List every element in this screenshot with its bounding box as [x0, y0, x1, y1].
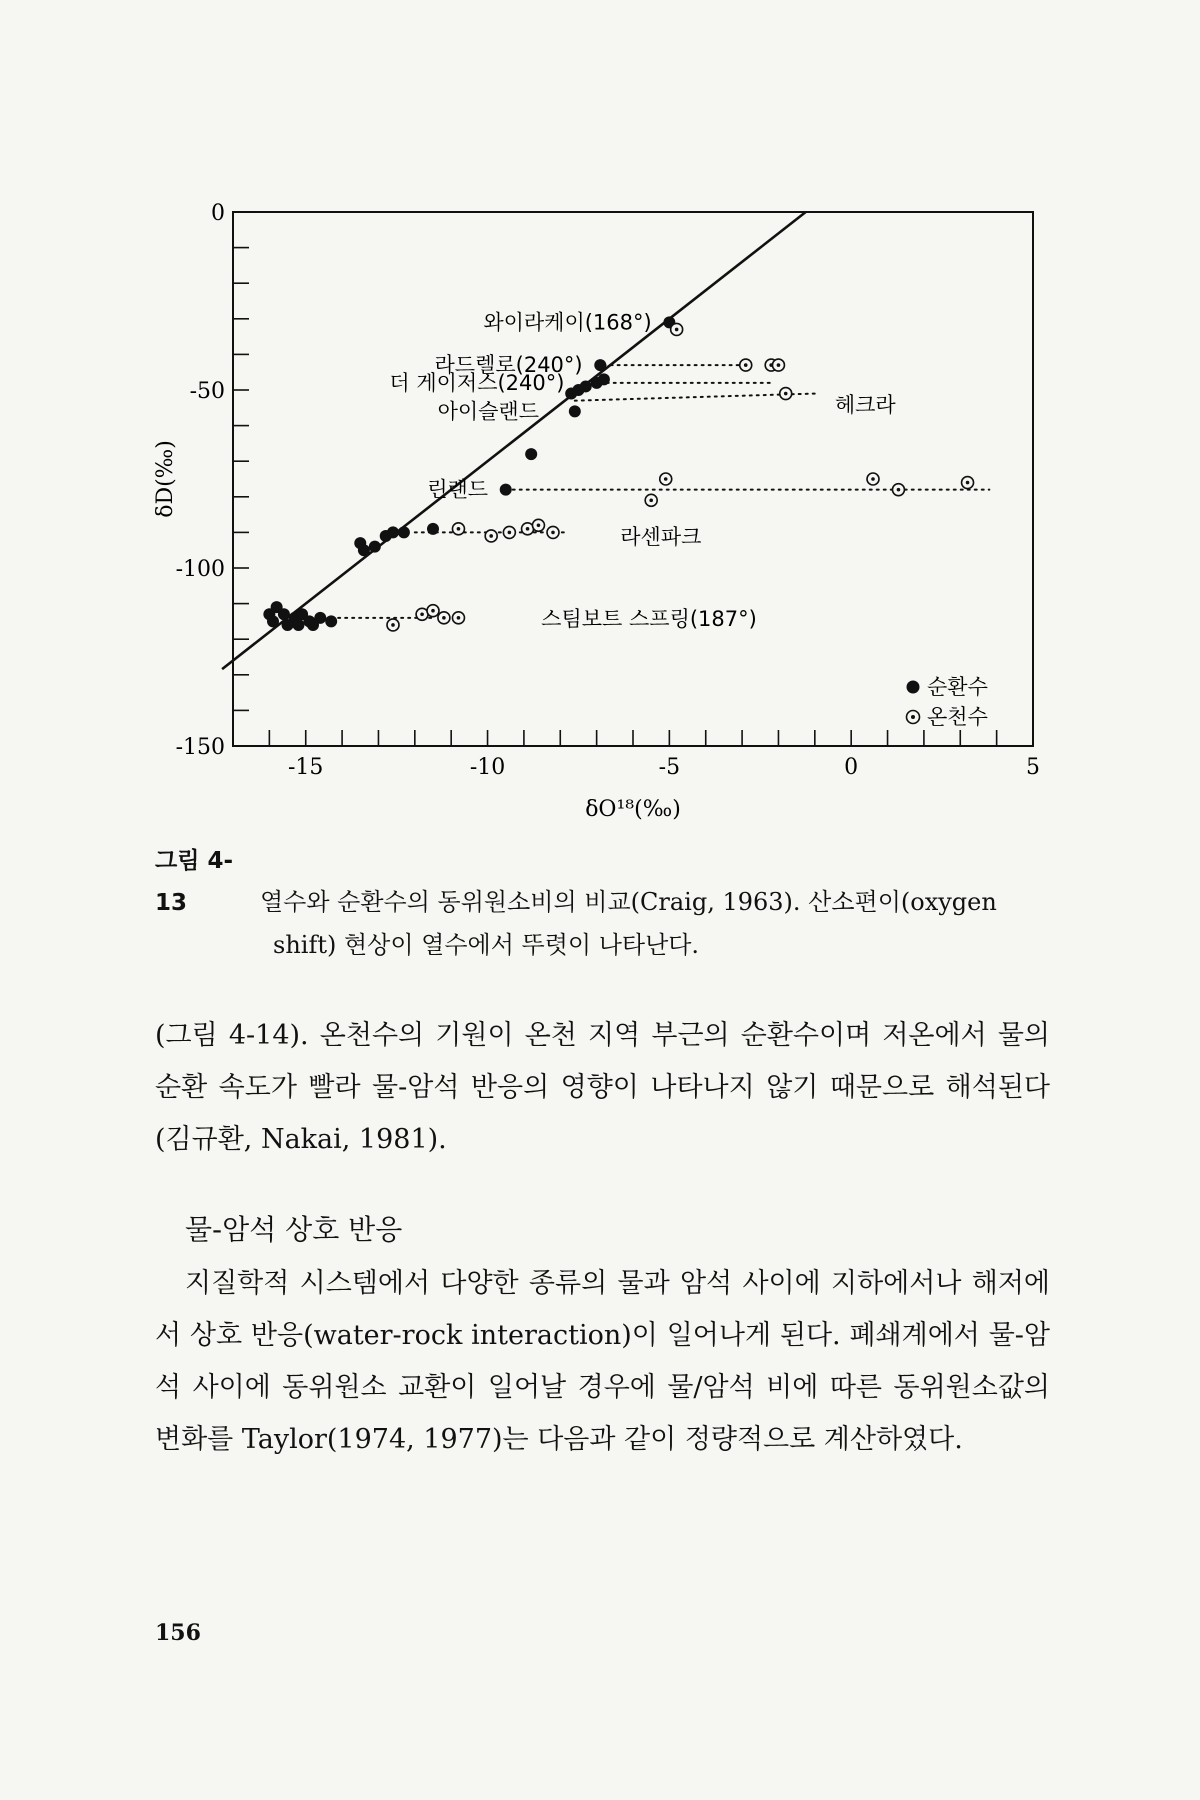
meteoric-water-point [525, 448, 537, 460]
legend-label-hot-spring: 온천수 [927, 705, 988, 729]
paragraph-2: 지질학적 시스템에서 다양한 종류의 물과 암석 사이에 지하에서나 해저에서 상호 반응(water-rock interaction)이 일어나게 된다. 폐쇄계에서 물-암석 사이에 동위원소 교환이 일어날 경우에 물/암석 비에 따른 동위원소값의 변화를 Taylor(1974, 1977)는 다음과 같이 정량적으로 계산하였다. [155, 1268, 1050, 1455]
meteoric-water-point [325, 615, 337, 627]
legend-marker-meteoric [907, 681, 920, 694]
hot-spring-point-center [420, 612, 424, 616]
hot-spring-point-center [537, 523, 541, 527]
legend-label-meteoric: 순환수 [927, 675, 988, 699]
hot-spring-point-center [551, 531, 555, 535]
y-tick-label: 0 [211, 201, 225, 226]
meteoric-water-point [500, 484, 512, 496]
annotation-label: 와이라케이(168°) [483, 310, 652, 335]
x-tick-label: -10 [469, 755, 506, 780]
hot-spring-point-center [675, 328, 679, 332]
y-tick-label: -100 [175, 557, 225, 582]
hot-spring-point-center [442, 616, 446, 620]
annotation-label: 더 게이저스(240°) [389, 370, 565, 395]
meteoric-water-point [278, 608, 290, 620]
section-heading: 물-암석 상호 반응 [185, 1213, 403, 1246]
annotation-label: 헤크라 [834, 393, 896, 418]
hot-spring-point-center [966, 481, 970, 485]
x-tick-label: -5 [658, 755, 681, 780]
hot-spring-point-center [871, 477, 875, 481]
annotation-label: 스팀보트 스프링(187°) [541, 606, 757, 631]
annotation-label: 라센파크 [620, 524, 702, 549]
meteoric-water-point [569, 405, 581, 417]
y-tick-label: -50 [189, 379, 225, 404]
hot-spring-point-center [457, 527, 461, 531]
hot-spring-point-center [777, 363, 781, 367]
isotope-scatter-chart [0, 0, 1200, 820]
legend-marker-hot-spring-center [911, 715, 915, 719]
meteoric-water-point [427, 523, 439, 535]
hot-spring-point-center [526, 527, 530, 531]
annotation-label: 아이슬랜드 [437, 399, 539, 424]
meteoric-water-point [358, 544, 370, 556]
hot-spring-point-center [508, 531, 512, 535]
meteoric-water-point [282, 619, 294, 631]
paragraph-1: (그림 4-14). 온천수의 기원이 온천 지역 부근의 순환수이며 저온에서 물의 순환 속도가 빨라 물-암석 반응의 영향이 나타나지 않기 때문으로 해석된다(김규환, Nakai, 1981). [155, 1020, 1050, 1155]
x-tick-label: 0 [844, 755, 859, 780]
meteoric-water-point [307, 619, 319, 631]
hot-spring-point-center [897, 488, 901, 492]
x-tick-label: 5 [1026, 755, 1040, 780]
meteoric-water-point [594, 359, 606, 371]
meteoric-water-point [398, 526, 410, 538]
meteoric-water-point [387, 526, 399, 538]
meteoric-water-point [267, 615, 279, 627]
annotation-label: 라드렐로(240°) [434, 353, 583, 378]
meteoric-water-point [565, 388, 577, 400]
hot-spring-point-center [649, 499, 653, 503]
figure-caption [155, 840, 1055, 966]
hot-spring-point-center [664, 477, 668, 481]
meteoric-water-point [369, 541, 381, 553]
caption-line-1: 열수와 순환수의 동위원소비의 비교(Craig, 1963). 산소편이(oxygen [260, 888, 997, 916]
meteoric-water-line [222, 212, 806, 669]
oxygen-shift-line [575, 394, 815, 401]
x-tick-label: -15 [288, 755, 324, 780]
meteoric-water-point [292, 619, 304, 631]
caption-label: 그림 4-13 [155, 848, 233, 916]
hot-spring-point-center [391, 623, 395, 627]
y-tick-label: -150 [175, 735, 225, 760]
hot-spring-point-center [784, 392, 788, 396]
x-axis-label: δO¹⁸(‰) [585, 797, 681, 820]
hot-spring-point-center [457, 616, 461, 620]
y-axis-label: δD(‰) [153, 440, 178, 518]
caption-line-2: shift) 현상이 열수에서 뚜렷이 나타난다. [273, 931, 700, 959]
page-number: 156 [155, 1620, 201, 1646]
meteoric-water-point [598, 373, 610, 385]
hot-spring-point-center [431, 609, 435, 613]
plot-frame [233, 212, 1033, 746]
annotation-label: 린랜드 [427, 477, 489, 502]
hot-spring-point-center [744, 363, 748, 367]
hot-spring-point-center [489, 534, 493, 538]
